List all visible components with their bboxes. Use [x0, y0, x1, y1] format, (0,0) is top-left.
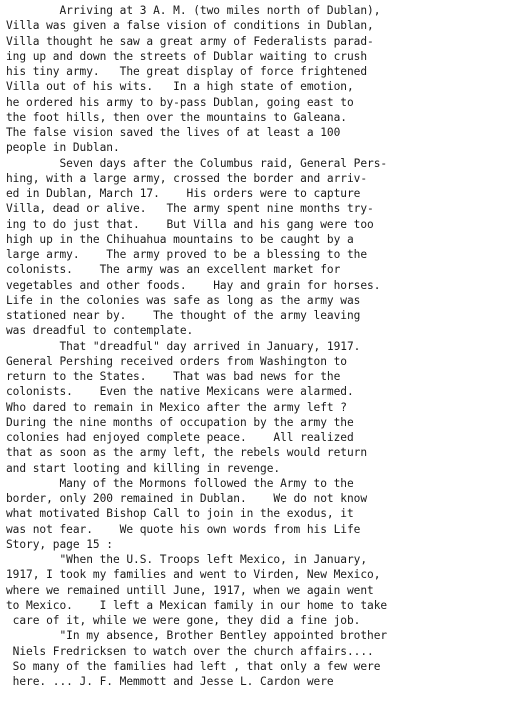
- text-line: The false vision saved the lives of at least a 100: [6, 126, 341, 139]
- text-line: high up in the Chihuahua mountains to be caught by a: [6, 232, 354, 246]
- text-line: That "dreadful" day arrived in January, 1917.: [6, 339, 361, 353]
- text-line: Seven days after the Columbus raid, General Pers-: [6, 156, 388, 170]
- text-line: the foot hills, then over the mountains to Galeana.: [6, 110, 347, 124]
- text-line: people in Dublan.: [6, 141, 120, 155]
- text-line: colonists. Even the native Mexicans were alarmed.: [6, 385, 354, 399]
- document-page: [6, 3, 503, 713]
- text-line: return to the States. That was bad news for the: [6, 370, 341, 383]
- text-line: was not fear. We quote his own words from his Life: [6, 522, 361, 536]
- text-line: 1917, I took my families and went to Virden, New Mexico,: [6, 568, 381, 582]
- text-line: Villa was given a false vision of conditions in Dublan,: [6, 19, 374, 33]
- text-line: hing, with a large army, crossed the border and arriv-: [6, 171, 368, 185]
- text-line: that as soon as the army left, the rebels would return: [6, 446, 368, 460]
- text-line: Many of the Mormons followed the Army to the: [6, 476, 354, 490]
- text-line: Life in the colonies was safe as long as the army was: [6, 293, 361, 307]
- text-line: where we remained untill June, 1917, when we again went: [6, 583, 374, 597]
- text-line: his tiny army. The great display of force frightened: [6, 65, 368, 78]
- text-line: Villa thought he saw a great army of Federalists parad-: [6, 34, 374, 48]
- text-line: care of it, while we were gone, they did a fine job.: [6, 614, 361, 627]
- text-line: what motivated Bishop Call to join in the exodus, it: [6, 507, 354, 521]
- text-line: Story, page 15 :: [6, 537, 113, 551]
- text-line: During the nine months of occupation by the army the: [6, 415, 354, 429]
- text-line: he ordered his army to by-pass Dublan, going east to: [6, 95, 354, 109]
- text-line: General Pershing received orders from Washington to: [6, 354, 347, 368]
- text-line: was dreadful to contemplate.: [6, 324, 194, 338]
- text-line: and start looting and killing in revenge.: [6, 461, 281, 475]
- text-line: Arriving at 3 A. M. (two miles north of Dublan),: [6, 4, 381, 17]
- text-line: Niels Fredricksen to watch over the church affairs....: [6, 644, 374, 658]
- text-line: colonists. The army was an excellent market for: [6, 263, 341, 277]
- text-line: Who dared to remain in Mexico after the army left ?: [6, 400, 347, 414]
- text-line: So many of the families had left , that only a few were: [6, 659, 381, 673]
- text-line: large army. The army proved to be a blessing to the: [6, 248, 368, 261]
- text-line: vegetables and other foods. Hay and grain for horses.: [6, 278, 381, 292]
- text-line: stationed near by. The thought of the army leaving: [6, 309, 361, 322]
- text-line: "In my absence, Brother Bentley appointed brother: [6, 629, 388, 643]
- text-line: Villa out of his wits. In a high state of emotion,: [6, 80, 354, 94]
- text-line: border, only 200 remained in Dublan. We do not know: [6, 492, 368, 505]
- text-line: ing to do just that. But Villa and his gang were too: [6, 217, 374, 231]
- text-line: "When the U.S. Troops left Mexico, in January,: [6, 553, 368, 566]
- text-line: here. ... J. F. Memmott and Jesse L. Cardon were: [6, 675, 334, 688]
- text-line: ing up and down the streets of Dublar waiting to crush: [6, 49, 368, 63]
- text-line: colonies had enjoyed complete peace. All realized: [6, 431, 354, 444]
- text-line: Villa, dead or alive. The army spent nine months try-: [6, 202, 374, 216]
- text-line: to Mexico. I left a Mexican family in our home to take: [6, 598, 388, 612]
- document-body: [6, 3, 503, 689]
- text-line: ed in Dublan, March 17. His orders were to capture: [6, 187, 361, 200]
